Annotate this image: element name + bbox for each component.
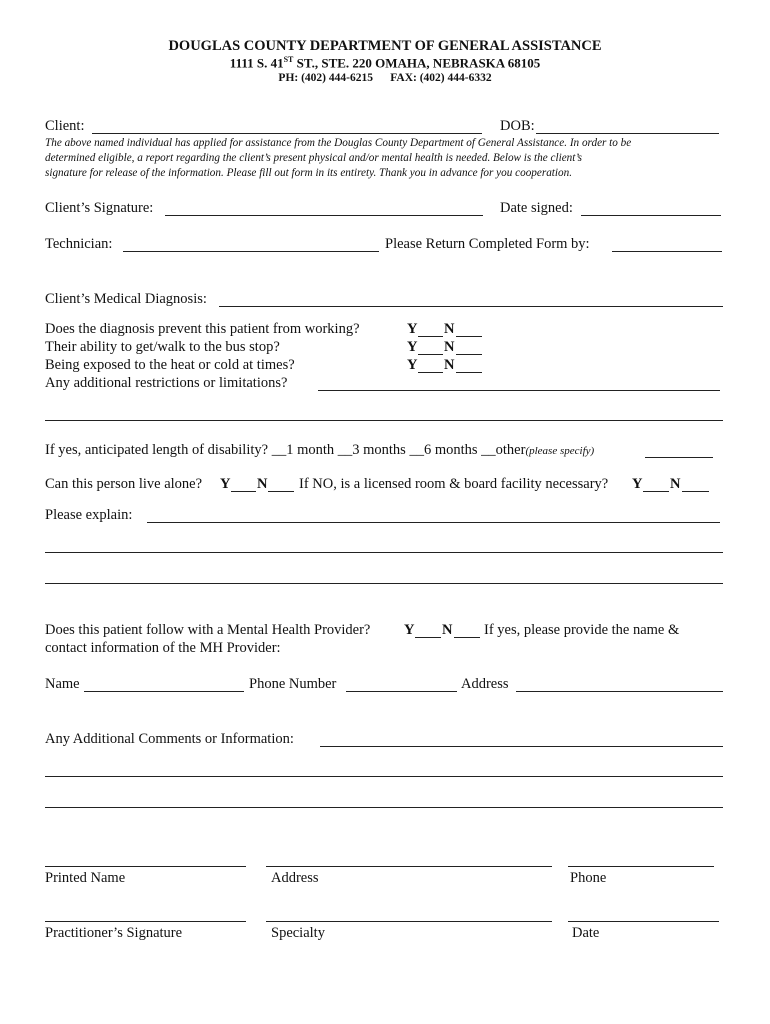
question-working: Does the diagnosis prevent this patient from working? <box>45 321 360 337</box>
room-board-yes-field[interactable] <box>643 477 669 492</box>
technician-field[interactable] <box>123 237 379 252</box>
working-yes-label: Y <box>407 321 418 337</box>
question-heat-cold: Being exposed to the heat or cold at times? <box>45 357 295 373</box>
mh-phone-field[interactable] <box>346 677 457 692</box>
intro-text-line-2: determined eligible, a report regarding the client’s present physical and/or mental health is needed. Below is the client’s <box>45 152 583 164</box>
heat-yes-label: Y <box>407 357 418 373</box>
additional-comments-line-2[interactable] <box>45 762 723 777</box>
diagnosis-label: Client’s Medical Diagnosis: <box>45 291 207 307</box>
mh-address-label: Address <box>461 676 509 692</box>
mh-yes-label: Y <box>404 622 415 638</box>
heat-no-field[interactable] <box>456 358 482 373</box>
live-alone-label: Can this person live alone? <box>45 476 203 492</box>
specialty-field[interactable] <box>266 907 552 922</box>
heat-yes-field[interactable] <box>418 358 443 373</box>
additional-comments-field[interactable] <box>320 732 723 747</box>
printed-name-field[interactable] <box>45 852 246 867</box>
mh-name-field[interactable] <box>84 677 244 692</box>
mh-address-field[interactable] <box>516 677 723 692</box>
date-label: Date <box>572 925 600 941</box>
mh-no-label: N <box>442 622 453 638</box>
working-no-label: N <box>444 321 455 337</box>
client-field[interactable] <box>92 119 482 134</box>
client-signature-field[interactable] <box>165 201 483 216</box>
explain-field[interactable] <box>147 508 720 523</box>
mh-name-label: Name <box>45 676 80 692</box>
working-yes-field[interactable] <box>418 322 443 337</box>
live-alone-no-field[interactable] <box>268 477 294 492</box>
live-alone-yes-label: Y <box>220 476 231 492</box>
explain-field-line-3[interactable] <box>45 569 723 584</box>
room-board-no-label: N <box>670 476 681 492</box>
mental-health-instruction-2: contact information of the MH Provider: <box>45 640 281 656</box>
restrictions-field[interactable] <box>318 376 720 391</box>
date-signed-label: Date signed: <box>500 200 573 216</box>
restrictions-field-line-2[interactable] <box>45 406 723 421</box>
live-alone-no-label: N <box>257 476 268 492</box>
disability-options-text: If yes, anticipated length of disability? __1 month __3 months __6 months __other <box>45 442 526 458</box>
specialty-label: Specialty <box>271 925 325 941</box>
room-board-label: If NO, is a licensed room & board facility necessary? <box>299 476 609 492</box>
practitioner-signature-label: Practitioner’s Signature <box>45 925 183 941</box>
mh-phone-label: Phone Number <box>249 676 337 692</box>
printed-name-label: Printed Name <box>45 870 126 886</box>
mental-health-instruction: If yes, please provide the name & <box>484 622 680 638</box>
client-signature-label: Client’s Signature: <box>45 200 154 216</box>
explain-field-line-2[interactable] <box>45 538 723 553</box>
technician-label: Technician: <box>45 236 113 252</box>
bus-yes-field[interactable] <box>418 340 443 355</box>
address-part: ST., STE. 220 OMAHA, NEBRASKA 68105 <box>293 55 541 71</box>
please-explain-label: Please explain: <box>45 507 133 523</box>
mh-yes-field[interactable] <box>415 623 441 638</box>
other-specify-field[interactable] <box>645 443 713 458</box>
additional-comments-label: Any Additional Comments or Information: <box>45 731 294 747</box>
client-label: Client: <box>45 118 85 134</box>
agency-fax: FAX: (402) 444-6332 <box>390 72 492 84</box>
bus-yes-label: Y <box>407 339 418 355</box>
restrictions-label: Any additional restrictions or limitations? <box>45 375 288 391</box>
heat-no-label: N <box>444 357 455 373</box>
date-signed-field[interactable] <box>581 201 721 216</box>
dob-field[interactable] <box>536 119 719 134</box>
additional-comments-line-3[interactable] <box>45 793 723 808</box>
return-by-label: Please Return Completed Form by: <box>385 236 590 252</box>
practitioner-signature-field[interactable] <box>45 907 246 922</box>
address-superscript: ST <box>283 55 294 64</box>
mh-no-field[interactable] <box>454 623 480 638</box>
date-field[interactable] <box>568 907 719 922</box>
agency-phone: PH: (402) 444-6215 <box>278 72 373 84</box>
practitioner-phone-field[interactable] <box>568 852 714 867</box>
intro-text-line-3: signature for release of the information. Please fill out form in its entirety. Thank you in advance for you cooperation. <box>45 167 572 179</box>
diagnosis-field[interactable] <box>219 292 723 307</box>
practitioner-address-field[interactable] <box>266 852 552 867</box>
mental-health-question: Does this patient follow with a Mental Health Provider? <box>45 622 371 638</box>
live-alone-yes-field[interactable] <box>231 477 256 492</box>
bus-no-label: N <box>444 339 455 355</box>
practitioner-phone-label: Phone <box>570 870 607 886</box>
address-part: 1111 S. 41 <box>229 55 284 71</box>
practitioner-address-label: Address <box>271 870 319 886</box>
bus-no-field[interactable] <box>456 340 482 355</box>
please-specify-text: (please specify) <box>525 445 595 457</box>
room-board-no-field[interactable] <box>682 477 709 492</box>
agency-address <box>0 55 770 71</box>
working-no-field[interactable] <box>456 322 482 337</box>
room-board-yes-label: Y <box>632 476 643 492</box>
agency-contact <box>0 72 770 84</box>
question-bus-stop: Their ability to get/walk to the bus stop? <box>45 339 280 355</box>
agency-title: DOUGLAS COUNTY DEPARTMENT OF GENERAL ASSISTANCE <box>168 38 602 54</box>
dob-label: DOB: <box>500 118 535 134</box>
return-by-field[interactable] <box>612 237 722 252</box>
intro-text-line-1: The above named individual has applied for assistance from the Douglas County Department of General Assistance. In order to be <box>45 137 632 149</box>
disability-length-label <box>45 442 594 459</box>
